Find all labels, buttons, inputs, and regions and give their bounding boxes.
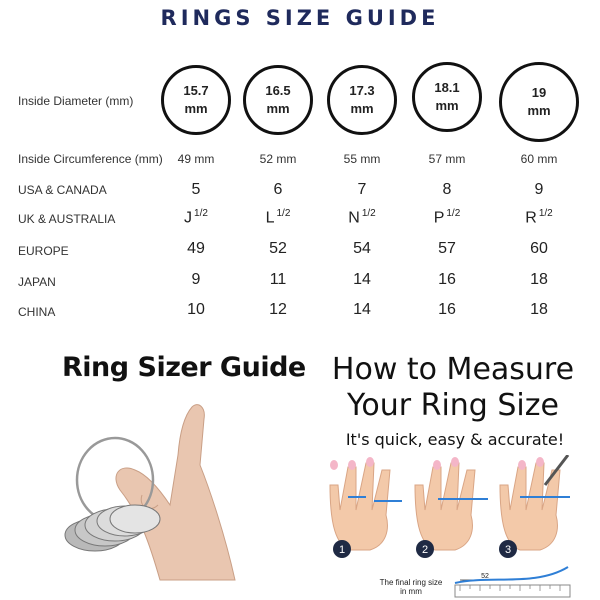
usa-size: 5 <box>191 181 201 198</box>
diameter-unit: mm <box>350 101 374 116</box>
china-size: 12 <box>269 301 287 318</box>
measure-heading-line2: Your Ring Size <box>347 388 559 423</box>
uk-letter: R <box>525 209 537 227</box>
row-label-china: CHINA <box>18 305 56 319</box>
uk-fraction: 1/2 <box>276 208 291 219</box>
uk-letter: P <box>433 209 445 227</box>
hand-step-3 <box>500 457 560 550</box>
china-size: 14 <box>353 301 371 318</box>
step-number: 3 <box>504 544 512 556</box>
step-badge-1 <box>333 540 351 558</box>
page-title: RINGS SIZE GUIDE <box>160 6 440 30</box>
step-badge-3 <box>499 540 517 558</box>
circumference-value: 55 mm <box>343 152 381 166</box>
usa-size: 8 <box>442 181 452 198</box>
circumference-value: 60 mm <box>520 152 558 166</box>
diameter-value: 18.1 <box>434 80 460 95</box>
ring-sizer-illustration <box>60 395 270 595</box>
europe-size: 54 <box>353 240 371 257</box>
step-badge-2 <box>416 540 434 558</box>
hand-step-1 <box>330 457 390 550</box>
china-size: 16 <box>438 301 456 318</box>
usa-size: 9 <box>534 181 544 198</box>
diameter-value: 19 <box>531 85 547 100</box>
uk-size <box>151 208 241 227</box>
europe-size: 60 <box>530 240 548 257</box>
hand-step-2 <box>415 457 475 550</box>
usa-size: 6 <box>273 181 283 198</box>
step-number: 2 <box>421 544 429 556</box>
europe-size: 57 <box>438 240 456 257</box>
diameter-circle <box>161 65 231 135</box>
circumference-value: 52 mm <box>259 152 297 166</box>
japan-size: 9 <box>191 271 201 288</box>
row-label-diameter: Inside Diameter (mm) <box>18 94 134 108</box>
china-size: 10 <box>187 301 205 318</box>
uk-fraction: 1/2 <box>538 208 553 219</box>
uk-letter: N <box>348 209 360 227</box>
row-label-japan: JAPAN <box>18 275 56 289</box>
uk-size <box>317 208 407 227</box>
diameter-circle <box>499 62 579 142</box>
row-label-usa: USA & CANADA <box>18 183 107 197</box>
usa-size: 7 <box>357 181 367 198</box>
ruler <box>455 573 570 597</box>
diameter-unit: mm <box>435 98 459 113</box>
measure-tagline: It's quick, easy & accurate! <box>345 430 565 449</box>
diameter-value: 15.7 <box>183 83 209 98</box>
diameter-value: 16.5 <box>265 83 291 98</box>
measure-steps-illustration <box>320 455 590 600</box>
uk-size <box>402 208 492 227</box>
europe-size: 52 <box>269 240 287 257</box>
row-label-uk: UK & AUSTRALIA <box>18 212 116 226</box>
ruler-caption: The final ring size in mm <box>379 578 443 596</box>
uk-letter: L <box>265 209 275 227</box>
uk-fraction: 1/2 <box>361 208 376 219</box>
circumference-value: 49 mm <box>177 152 215 166</box>
europe-size: 49 <box>187 240 205 257</box>
diameter-unit: mm <box>184 101 208 116</box>
japan-size: 16 <box>438 271 456 288</box>
step-number: 1 <box>338 544 346 556</box>
measure-string <box>455 567 568 583</box>
row-label-europe: EUROPE <box>18 244 69 258</box>
ring-sizer-heading: Ring Sizer Guide <box>62 352 306 383</box>
japan-size: 14 <box>353 271 371 288</box>
diameter-circle <box>327 65 397 135</box>
diameter-circle <box>243 65 313 135</box>
uk-fraction: 1/2 <box>446 208 461 219</box>
measure-heading-line1: How to Measure <box>331 352 575 387</box>
diameter-value: 17.3 <box>349 83 375 98</box>
japan-size: 11 <box>269 271 287 288</box>
uk-size <box>494 208 584 227</box>
uk-fraction: 1/2 <box>194 208 208 219</box>
uk-size <box>233 208 323 227</box>
diameter-unit: mm <box>527 103 551 118</box>
diameter-circle <box>412 62 482 132</box>
row-label-circumference: Inside Circumference (mm) <box>18 152 163 166</box>
uk-letter: J <box>184 209 193 227</box>
ruler-value: 52 <box>481 573 489 580</box>
diameter-unit: mm <box>266 101 290 116</box>
hand-illustration <box>116 405 235 580</box>
japan-size: 18 <box>530 271 548 288</box>
china-size: 18 <box>530 301 548 318</box>
circumference-value: 57 mm <box>428 152 466 166</box>
